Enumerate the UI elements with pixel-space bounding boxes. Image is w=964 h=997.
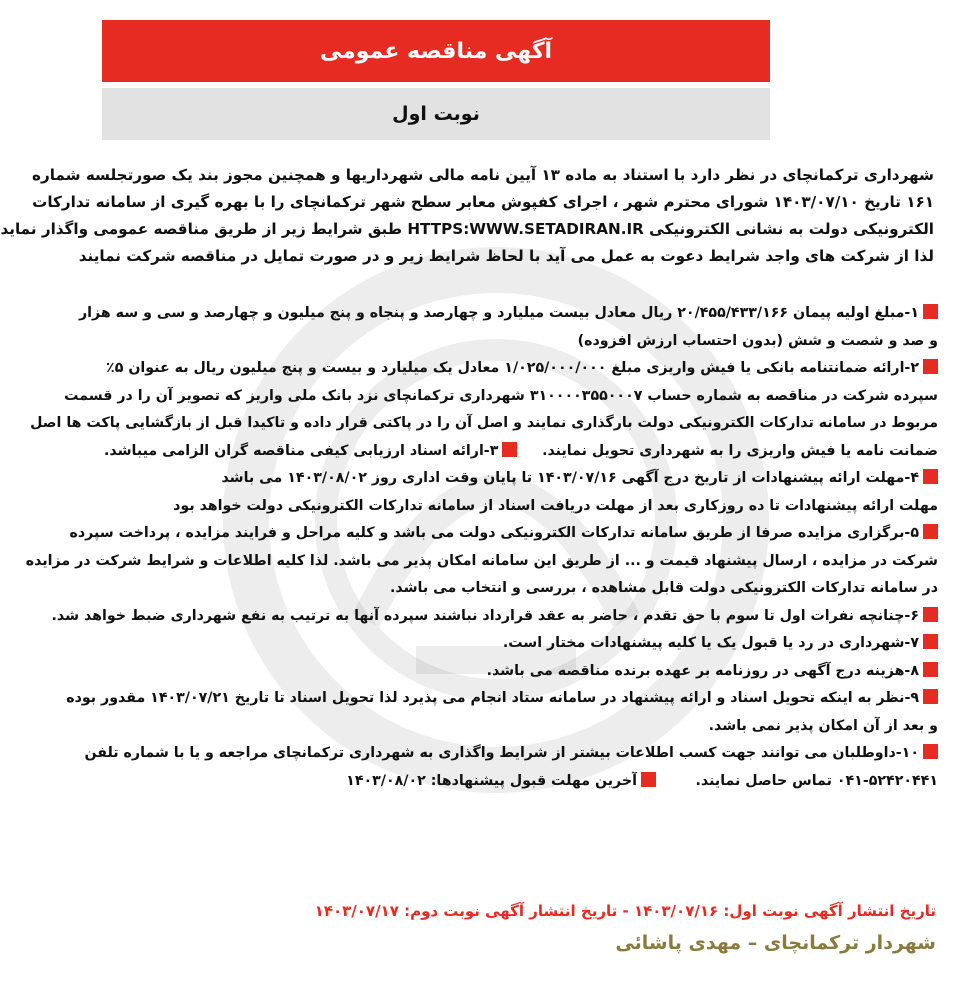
intro-line: شهرداری ترکمانچای در نظر دارد با استناد به ماده ۱۳ آیین نامه مالی شهرداریها و همچنین مجوز بند یک صورتجلسه شماره: [32, 166, 934, 184]
condition-text: ۱۰-داوطلبان می توانند جهت کسب اطلاعات بیشتر از شرایط واگذاری به شهرداری ترکمانچای مراجعه و یا با شماره تلفن: [84, 745, 919, 761]
red-square-icon: [923, 662, 938, 677]
red-square-icon: [502, 442, 517, 457]
red-square-icon: [923, 359, 938, 374]
condition-item: [30, 355, 938, 465]
condition-item: [84, 740, 938, 795]
condition-text: شرکت در مزایده ، ارسال پیشنهاد قیمت و ... از طریق این سامانه امکان پذیر می باشد. لذا کلیه اطلاعات و شرایط شرکت در مزایده: [25, 552, 938, 569]
intro-line: لذا از شرکت های واجد شرایط دعوت به عمل می آید با لحاظ شرایط زیر و در صورت تمایل در مناقصه شرکت نمایند: [78, 247, 934, 265]
condition-item: [66, 685, 938, 740]
condition-item: [100, 630, 938, 658]
publish-dates: تاریخ انتشار آگهی نوبت اول: ۱۴۰۳/۰۷/۱۶ - تاریخ انتشار آگهی نوبت دوم: ۱۴۰۳/۰۷/۱۷: [314, 902, 936, 920]
conditions-list: [25, 300, 938, 795]
red-square-icon: [923, 469, 938, 484]
intro-paragraph: [0, 162, 934, 270]
condition-text: ۱-مبلغ اولیه پیمان ۲۰/۴۵۵/۴۳۳/۱۶۶ ریال معادل بیست میلیارد و چهارصد و پنجاه و پنج میلیون و چهارصد و سی و سه هزار: [79, 305, 919, 321]
red-square-icon: [923, 607, 938, 622]
red-square-icon: [641, 772, 656, 787]
condition-text: ۶-چنانچه نفرات اول تا سوم با حق تقدم ، حاضر به عقد قرارداد نباشند سپرده آنها به ترتیب به نفع شهرداری ضبط خواهد شد.: [51, 607, 919, 624]
condition-text: ۹-نظر به اینکه تحویل اسناد و ارائه پیشنهاد در سامانه ستاد انجام می پذیرد لذا تحویل اسناد تا تاریخ ۱۴۰۳/۰۷/۲۱ مقدور بوده: [66, 690, 919, 706]
red-square-icon: [923, 304, 938, 319]
condition-text: در سامانه تدارکات الکترونیکی دولت قابل مشاهده ، بررسی و انتخاب می باشد.: [390, 580, 938, 596]
notice-title: آگهی مناقصه عمومی: [102, 20, 770, 82]
notice-round: نوبت اول: [102, 88, 770, 140]
intro-line: ۱۶۱ تاریخ ۱۴۰۳/۰۷/۱۰ شورای محترم شهر ، اجرای کفپوش معابر سطح شهر ترکمانچای را با بهره گیری از سامانه تدارکات: [32, 193, 934, 211]
red-square-icon: [923, 634, 938, 649]
condition-item: [100, 658, 938, 686]
condition-item: [51, 603, 938, 631]
condition-text: سپرده شرکت در مناقصه به شماره حساب ۳۱۰۰۰۰۳۵۵۰۰۰۷ شهرداری ترکمانچای نزد بانک ملی واریز که تصویر آن را در قسمت: [64, 387, 938, 404]
condition-item: [25, 520, 938, 603]
condition-text: ۰۴۱-۵۲۴۲۰۴۴۱ تماس حاصل نمایند.: [695, 772, 938, 789]
condition-text: ۷-شهرداری در رد یا قبول یک یا کلیه پیشنهادات مختار است.: [502, 635, 919, 651]
red-square-icon: [923, 744, 938, 759]
condition-text: ۴-مهلت ارائه پیشنهادات از تاریخ درج آگهی ۱۴۰۳/۰۷/۱۶ تا پایان وقت اداری روز ۱۴۰۳/۰۸/۰۲ می باشد: [221, 470, 919, 486]
condition-text: مربوط در سامانه تدارکات الکترونیکی دولت بارگذاری نمایند و اصل آن را در پاکتی قرار داده و تاکیدا قبل از بازگشایی پاکت ها اصل: [30, 415, 938, 431]
condition-text: ۳-ارائه اسناد ارزیابی کیفی مناقصه گران الزامی میباشد.: [103, 442, 499, 459]
condition-text: ۲-ارائه ضمانتنامه بانکی یا فیش واریزی مبلغ ۱/۰۲۵/۰۰۰/۰۰۰ معادل یک میلیارد و بیست و پنج میلیون ریال به عنوان ۵٪: [106, 360, 919, 376]
mayor-signature: شهردار ترکمانچای – مهدی پاشائی: [615, 932, 936, 954]
condition-item: [100, 465, 938, 520]
condition-text: و صد و شصت و شش (بدون احتساب ارزش افزوده): [577, 332, 938, 349]
condition-text: و بعد از آن امکان پذیر نمی باشد.: [708, 717, 938, 734]
deadline-text: آخرین مهلت قبول پیشنهادها: ۱۴۰۳/۰۸/۰۲: [346, 772, 637, 789]
condition-text: ضمانت نامه یا فیش واریزی را به شهرداری تحویل نمایند.: [542, 442, 938, 459]
condition-text: ۵-برگزاری مزایده صرفا از طریق سامانه تدارکات الکترونیکی دولت می باشد و کلیه مراحل و فرایند مزایده ، پرداخت سپرده: [69, 525, 919, 541]
red-square-icon: [923, 524, 938, 539]
red-square-icon: [923, 689, 938, 704]
condition-text: مهلت ارائه پیشنهادات تا ده روزکاری بعد از مهلت دریافت اسناد از سامانه تدارکات الکترونیکی دولت خواهد بود: [173, 497, 938, 514]
condition-text: ۸-هزینه درج آگهی در روزنامه بر عهده برنده مناقصه می باشد.: [486, 662, 919, 679]
condition-item: [79, 300, 938, 355]
intro-line: الکترونیکی دولت به نشانی الکترونیکی HTTPS:WWW.SETADIRAN.IR طبق شرایط زیر از طریق مناقصه عمومی واگذار نماید: [0, 220, 934, 238]
